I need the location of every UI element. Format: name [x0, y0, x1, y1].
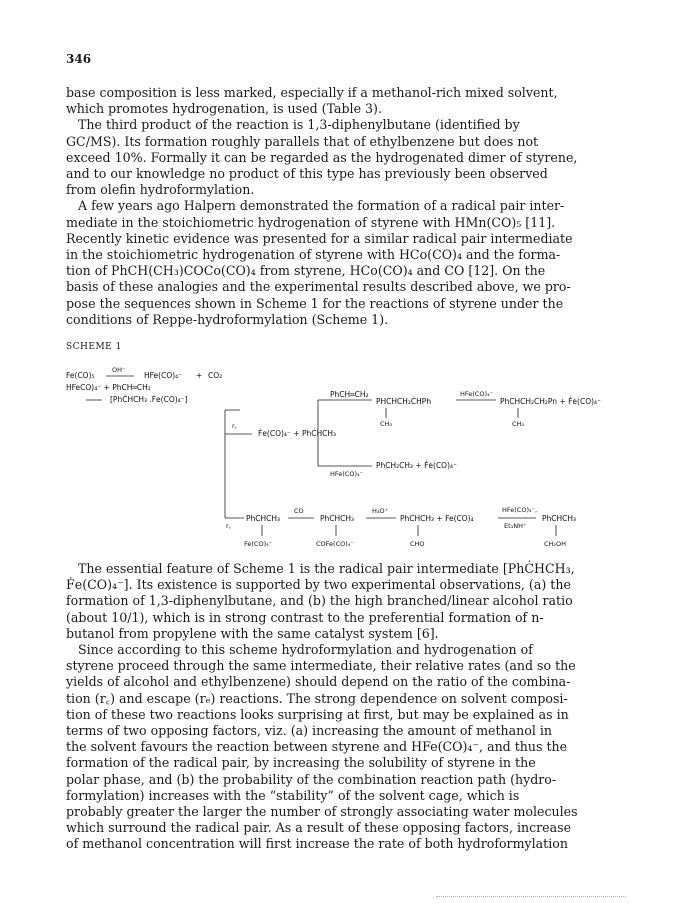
text-line: in the stoichiometric hydrogenation of styrene with HCo(CO)₄ and the forma-	[66, 247, 561, 263]
svg-text:Fe(CO)₄⁻: Fe(CO)₄⁻	[244, 540, 273, 548]
svg-text:PhCHCH₃: PhCHCH₃	[542, 514, 577, 523]
svg-text:PhCHCH₃: PhCHCH₃	[246, 514, 281, 523]
svg-text:HFe(CO)₄⁻: HFe(CO)₄⁻	[460, 390, 494, 398]
text-line: exceed 10%. Formally it can be regarded as the hydrogenated dimer of styrene,	[66, 149, 578, 165]
text-line: conditions of Reppe-hydroformylation (Scheme 1).	[66, 311, 389, 327]
text-line: base composition is less marked, especially if a methanol-rich mixed solvent,	[66, 85, 558, 100]
text-line: which promotes hydrogenation, is used (Table 3).	[66, 101, 382, 117]
text-line: the solvent favours the reaction between styrene and HFe(CO)₄⁻, and thus the	[66, 739, 568, 755]
svg-text:PhCHCH₃ + Fe(CO)₄: PhCHCH₃ + Fe(CO)₄	[400, 514, 474, 523]
scheme-diphenylbutane: PhCHCH₂CH₂Pn + Ḟe(CO)₄⁻	[500, 397, 602, 406]
svg-text:r꜀: r꜀	[232, 422, 237, 430]
text-line: probably greater the larger the number of strongly associating water molecules	[66, 804, 578, 820]
text-line: formation of the radical pair, by increasing the solubility of styrene in the	[66, 755, 536, 771]
text-line: tion of these two reactions looks surprising at first, but may be explained as in	[66, 706, 569, 722]
text-line: from olefin hydroformylation.	[66, 182, 255, 198]
svg-text:+: +	[196, 371, 203, 380]
svg-text:CHO: CHO	[410, 540, 425, 548]
svg-text:HFe(CO)₄⁻,: HFe(CO)₄⁻,	[502, 506, 538, 514]
svg-text:H₃O⁺: H₃O⁺	[372, 507, 389, 515]
text-line: GC/MS). Its formation roughly parallels that of ethylbenzene but does not	[66, 133, 539, 149]
text-line: of methanol concentration will first increase the rate of both hydroformylation	[66, 836, 568, 852]
text-line: formylation) increases with the “stability” of the solvent cage, which is	[66, 787, 520, 803]
text-line: Since according to this scheme hydroformylation and hydrogenation of	[66, 642, 533, 658]
svg-text:HFe(CO)₄⁻: HFe(CO)₄⁻	[144, 371, 183, 380]
svg-text:PhCHCH₃: PhCHCH₃	[320, 514, 355, 523]
text-line: Ḟe(CO)₄⁻]. Its existence is supported by two experimental observations, (a) the	[66, 577, 571, 593]
text-line: basis of these analogies and the experimental results described above, we pro-	[66, 279, 571, 295]
text-line: tion of PhCH(CH₃)COCo(CO)₄ from styrene, HCo(CO)₄ and CO [12]. On the	[66, 263, 546, 279]
page-number: 346	[66, 52, 92, 66]
svg-text:CO₂: CO₂	[208, 371, 223, 380]
scheme-dimer-radical: PHCHCH₂ĊHPh	[376, 397, 432, 406]
svg-text:HFe(CO)₄⁻: HFe(CO)₄⁻	[330, 470, 364, 478]
scheme-escape-products: Ḟe(CO)₄⁻ + PhĊHCH₃	[258, 429, 336, 438]
svg-text:COFe(CO)₄⁻: COFe(CO)₄⁻	[316, 540, 354, 548]
svg-text:PhCH═CH₂: PhCH═CH₂	[330, 390, 369, 399]
scheme-radical-pair: [PhĊHCH₃ .Ḟe(CO)₄⁻]	[110, 395, 188, 404]
text-line: mediate in the stoichiometric hydrogenation of styrene with HMn(CO)₅ [11].	[66, 214, 556, 230]
svg-text:CH₃: CH₃	[380, 420, 393, 428]
paragraph-discussion	[66, 561, 626, 853]
text-line: tion (r꜀) and escape (rₑ) reactions. The strong dependence on solvent composi-	[66, 690, 568, 706]
text-line: The third product of the reaction is 1,3-diphenylbutane (identified by	[66, 117, 520, 133]
svg-text:CH₃: CH₃	[512, 420, 525, 428]
text-line: The essential feature of Scheme 1 is the radical pair intermediate [PhĊHCH₃,	[66, 561, 575, 576]
text-line: polar phase, and (b) the probability of the combination reaction path (hydro-	[66, 771, 557, 787]
text-line: pose the sequences shown in Scheme 1 for the reactions of styrene under the	[66, 295, 564, 311]
svg-text:CH₂OH: CH₂OH	[544, 540, 567, 548]
text-line: yields of alcohol and ethylbenzene) should depend on the ratio of the combina-	[66, 674, 571, 690]
scheme-oh-label: OH⁻	[112, 366, 126, 374]
scheme-reactants: HFeCO)₄⁻ + PhCH═CH₂	[66, 383, 151, 392]
scheme-ethylbenzene: PhCH₂CH₃ + Ḟe(CO)₄⁻	[376, 461, 457, 470]
text-line: and to our knowledge no product of this type has previously been observed	[66, 166, 548, 182]
scheme-title: SCHEME 1	[66, 342, 122, 352]
text-line: which surround the radical pair. As a result of these opposing factors, increase	[66, 820, 572, 836]
svg-text:CO: CO	[294, 507, 304, 515]
footer-mark	[436, 896, 626, 899]
text-line: Recently kinetic evidence was presented for a similar radical pair intermediate	[66, 230, 573, 246]
svg-text:Et₃NH⁺: Et₃NH⁺	[504, 522, 527, 530]
text-line: butanol from propylene with the same catalyst system [6].	[66, 625, 439, 641]
text-line: A few years ago Halpern demonstrated the formation of a radical pair inter-	[66, 198, 565, 214]
text-line: styrene proceed through the same intermediate, their relative rates (and so the	[66, 658, 576, 674]
scheme-fe-co5: Fe(CO)₅	[66, 371, 95, 380]
text-line: terms of two opposing factors, viz. (a) increasing the amount of methanol in	[66, 723, 553, 739]
text-line: (about 10/1), which is in strong contrast to the preferential formation of n-	[66, 609, 544, 625]
svg-text:r꜀: r꜀	[226, 522, 231, 530]
text-line: formation of 1,3-diphenylbutane, and (b) the high branched/linear alcohol ratio	[66, 593, 573, 609]
